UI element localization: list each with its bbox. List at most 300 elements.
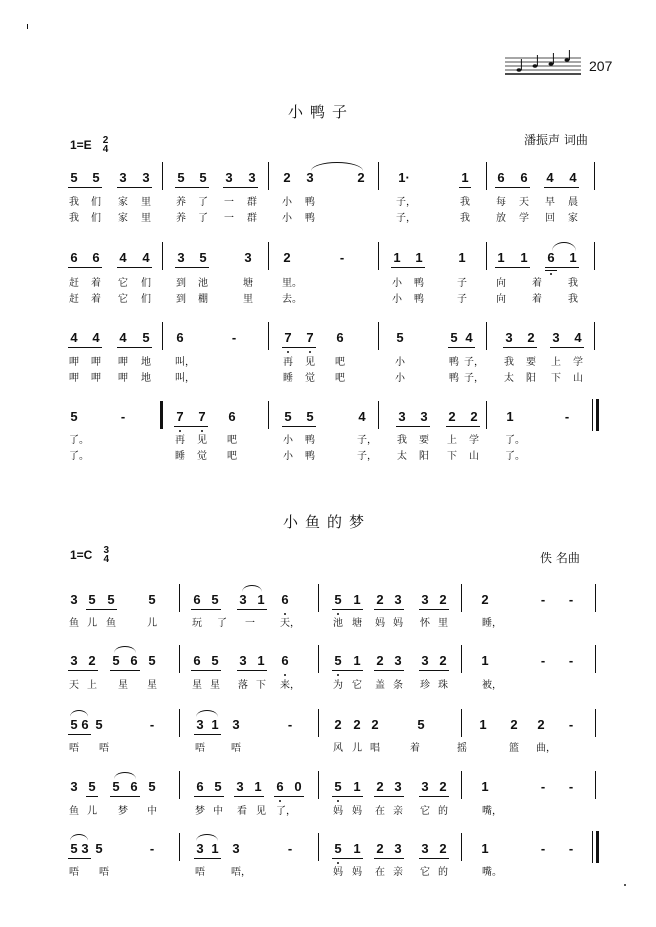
note: - [568, 841, 574, 856]
beam [174, 426, 208, 427]
lyric: 里 [141, 213, 151, 224]
beam [194, 858, 221, 859]
lyric: 着 [532, 294, 542, 305]
barline [461, 645, 462, 673]
lyric: 晨 [568, 197, 578, 208]
note: 7 [198, 409, 206, 424]
note: 0 [294, 779, 302, 794]
note: 5 [92, 170, 100, 185]
note: 1 [458, 250, 466, 265]
lyric: 呷 [91, 357, 101, 368]
note: - [287, 841, 293, 856]
note: 5 [70, 717, 78, 732]
note: - [231, 330, 237, 345]
lyric: 下 [256, 680, 266, 691]
barline [179, 584, 180, 612]
barline [318, 709, 319, 737]
beam [503, 347, 537, 348]
lyric: 妈 [333, 806, 343, 817]
barline [594, 322, 595, 350]
barline [594, 162, 595, 190]
beam [191, 609, 221, 610]
lyric: 星 [210, 680, 220, 691]
note: 1 [520, 250, 528, 265]
note: 5 [70, 409, 78, 424]
beam [374, 858, 404, 859]
lyric: 落 [238, 680, 248, 691]
lyric: 了。 [69, 435, 89, 446]
note: 3 [394, 779, 402, 794]
lyric: 珠 [438, 680, 448, 691]
note: 3 [394, 653, 402, 668]
note: 3 [70, 779, 78, 794]
beam [332, 796, 363, 797]
lyric: 天 [519, 197, 529, 208]
barline [318, 833, 319, 861]
lyric: 见 [256, 806, 266, 817]
lyric: 子 [457, 278, 467, 289]
beam [274, 796, 304, 797]
time-signature [103, 546, 109, 564]
lyric: 被， [482, 680, 502, 691]
lyric: 儿 [87, 806, 97, 817]
lyric: 儿 [87, 618, 97, 629]
beam [117, 187, 152, 188]
meter-top: 3 [103, 544, 110, 556]
lyric: 向 [496, 278, 506, 289]
lyric: 唔 [99, 867, 109, 878]
note: 5 [95, 717, 103, 732]
note: - [568, 717, 574, 732]
beam [237, 609, 267, 610]
barline [179, 709, 180, 737]
beam [545, 270, 557, 271]
barline [378, 322, 379, 350]
lyric: 睡， [482, 618, 502, 629]
note: 3 [394, 841, 402, 856]
key-label: 1=E [70, 138, 92, 152]
note: - [287, 717, 293, 732]
beam [110, 796, 140, 797]
note: - [564, 409, 570, 424]
lyric: 小 [392, 278, 402, 289]
note: 2 [439, 841, 447, 856]
lyric: 早 [545, 197, 555, 208]
note: 1 [481, 841, 489, 856]
lyric: 见 [197, 435, 207, 446]
note: 1 [569, 250, 577, 265]
note: 4 [119, 250, 127, 265]
note: 6 [193, 592, 201, 607]
note: 2 [283, 170, 291, 185]
lyric: 叫， [175, 357, 195, 368]
composer-credit: 佚 名曲 [540, 551, 580, 565]
note: 5 [334, 841, 342, 856]
beam [68, 670, 98, 671]
lyric: 阳 [419, 451, 429, 462]
lyric: 上 [447, 435, 457, 446]
note: 3 [70, 653, 78, 668]
lyric: 妈 [352, 867, 362, 878]
lyric: 赶 [69, 278, 79, 289]
lyric: 下 [551, 373, 561, 384]
note: 6 [520, 170, 528, 185]
lyric: 怀 [420, 618, 430, 629]
note: 5 [284, 409, 292, 424]
lyric: 我 [504, 357, 514, 368]
lyric: 去。 [282, 294, 302, 305]
barline [162, 162, 163, 190]
note: 2 [283, 250, 291, 265]
lyric: 小 [282, 197, 292, 208]
barline [461, 584, 462, 612]
note: 3 [421, 653, 429, 668]
barline [179, 645, 180, 673]
meter-bottom: 4 [103, 553, 110, 565]
lyric: 下 [447, 451, 457, 462]
note: 3 [196, 717, 204, 732]
barline [592, 831, 593, 863]
beam [191, 670, 221, 671]
note: 1 [481, 653, 489, 668]
lyric: 我 [69, 213, 79, 224]
lyric: 呷 [69, 357, 79, 368]
note: - [568, 592, 574, 607]
note: 3 [232, 717, 240, 732]
beam [332, 609, 363, 610]
note: 6 [276, 779, 284, 794]
lyric: 呷 [118, 373, 128, 384]
top-left-rule [27, 24, 28, 29]
lyric: 鸭 [305, 435, 315, 446]
beam [117, 267, 152, 268]
lyric: 中 [213, 806, 223, 817]
lyric: 棚 [198, 294, 208, 305]
lyric: 山 [469, 451, 479, 462]
beam [332, 670, 363, 671]
lyric: 妈 [352, 806, 362, 817]
beam [374, 670, 404, 671]
note: - [540, 653, 546, 668]
beam [495, 267, 530, 268]
beam [68, 858, 91, 859]
beam [419, 858, 449, 859]
beam [68, 734, 91, 735]
key-label: 1=C [70, 548, 93, 562]
lyric: 妈 [375, 618, 385, 629]
barline [378, 162, 379, 190]
note: 4 [119, 330, 127, 345]
beam [495, 187, 530, 188]
lyric: 塘 [352, 618, 362, 629]
lyric: 里 [243, 294, 253, 305]
lyric: 鸭 [449, 357, 459, 368]
lyric: 们 [141, 294, 151, 305]
note: 3 [552, 330, 560, 345]
lyric: 我 [397, 435, 407, 446]
lyric: 小 [283, 451, 293, 462]
barline [162, 242, 163, 270]
note: 4 [358, 409, 366, 424]
note: 2 [353, 717, 361, 732]
note: - [149, 717, 155, 732]
beam [175, 267, 209, 268]
note: 7 [176, 409, 184, 424]
lyric: 条 [393, 680, 403, 691]
lyric: 子 [457, 294, 467, 305]
note: 5 [112, 779, 120, 794]
barline [486, 401, 487, 429]
lyric: 呷 [69, 373, 79, 384]
note: 2 [439, 592, 447, 607]
lyric: 梦 [118, 806, 128, 817]
lyric: 的 [438, 867, 448, 878]
note: 6 [130, 779, 138, 794]
lyric: 再 [175, 435, 185, 446]
lyric: 里 [438, 618, 448, 629]
meter-top: 2 [102, 134, 109, 146]
beam [194, 796, 224, 797]
note: 5 [417, 717, 425, 732]
lyric: 睡 [283, 373, 293, 384]
lyric: 子， [357, 435, 377, 446]
note: 6 [193, 653, 201, 668]
note: 3 [70, 592, 78, 607]
beam [459, 187, 471, 188]
note: 3 [398, 409, 406, 424]
beam [419, 670, 449, 671]
note: 3 [177, 250, 185, 265]
lyric: 它 [420, 806, 430, 817]
barline [592, 399, 593, 431]
lyric: 学 [519, 213, 529, 224]
key-signature [70, 134, 108, 154]
lyric: 唱 [370, 743, 380, 754]
lyric: 了 [217, 618, 227, 629]
lyric: 星 [192, 680, 202, 691]
note: 5 [142, 330, 150, 345]
lyric: 地 [141, 357, 151, 368]
note: 5 [306, 409, 314, 424]
beam [282, 426, 316, 427]
barline [268, 162, 269, 190]
lyric: 要 [526, 357, 536, 368]
lyric: 唔 [195, 743, 205, 754]
note: 5 [88, 779, 96, 794]
barline [461, 771, 462, 799]
note: 2 [376, 592, 384, 607]
note: 5 [334, 653, 342, 668]
note: 2 [510, 717, 518, 732]
note: 1 [353, 653, 361, 668]
song-title: 小鱼的梦 [283, 513, 372, 531]
lyric: 唔， [231, 867, 251, 878]
lyric: 儿 [352, 743, 362, 754]
lyric: 小 [392, 294, 402, 305]
lyric: 星 [147, 680, 157, 691]
barline [594, 242, 595, 270]
note: 6 [70, 250, 78, 265]
lyric: 池 [198, 278, 208, 289]
slur [70, 710, 88, 717]
lyric: 觉 [197, 451, 207, 462]
lyric: 我 [568, 294, 578, 305]
lyric: 回 [545, 213, 555, 224]
lyric: 向 [496, 294, 506, 305]
note: 3 [196, 841, 204, 856]
lyric: 中 [147, 806, 157, 817]
lyric: 鸭 [414, 294, 424, 305]
note: 1 [479, 717, 487, 732]
note: 5 [88, 592, 96, 607]
barline [162, 322, 163, 350]
lyric: 群 [247, 197, 257, 208]
note: - [149, 841, 155, 856]
lyric: 亲 [393, 806, 403, 817]
note: 3 [421, 592, 429, 607]
lyric: 了。 [505, 435, 525, 446]
barline [486, 322, 487, 350]
beam [110, 670, 140, 671]
lyric: 它 [352, 680, 362, 691]
lyric: 它 [118, 294, 128, 305]
note: 2 [470, 409, 478, 424]
lyric: 鸭 [305, 213, 315, 224]
lyric: 唔 [195, 867, 205, 878]
lyric: 风 [333, 743, 343, 754]
lyric: 每 [496, 197, 506, 208]
note: 6 [547, 250, 555, 265]
note: 5 [112, 653, 120, 668]
note: 3 [421, 841, 429, 856]
note: - [540, 841, 546, 856]
barline [378, 401, 379, 429]
lyric: 家 [118, 197, 128, 208]
note: 1 [211, 717, 219, 732]
barline [595, 584, 596, 612]
lyric: 小 [395, 373, 405, 384]
lyric: 着 [91, 278, 101, 289]
lyric: 亲 [393, 867, 403, 878]
lyric: 里 [141, 197, 151, 208]
lyric: 一 [224, 213, 234, 224]
lyric: 玩 [192, 618, 202, 629]
lyric: 珍 [420, 680, 430, 691]
note: 3 [420, 409, 428, 424]
lyric: 在 [375, 867, 385, 878]
note: 3 [236, 779, 244, 794]
note: 2 [376, 841, 384, 856]
note: 6 [81, 717, 89, 732]
lyric: 小 [282, 213, 292, 224]
note: 6 [281, 592, 289, 607]
lyric: 吧 [335, 373, 345, 384]
note: 1 [353, 592, 361, 607]
lyric: 学 [469, 435, 479, 446]
barline [318, 584, 319, 612]
note: 4 [142, 250, 150, 265]
lyric: 着 [532, 278, 542, 289]
beam [544, 187, 579, 188]
note: 2 [376, 779, 384, 794]
lyric: 觉 [305, 373, 315, 384]
lyric: 们 [91, 197, 101, 208]
note: 5 [334, 779, 342, 794]
lyric: 唔 [69, 743, 79, 754]
lyric: 鸭 [305, 197, 315, 208]
barline [486, 162, 487, 190]
lyric: 它 [420, 867, 430, 878]
lyric: 上 [551, 357, 561, 368]
lyric: 儿 [147, 618, 157, 629]
barline [268, 401, 269, 429]
lyric: 来， [280, 680, 300, 691]
lyric: 篮 [509, 743, 519, 754]
lyric: 嘴， [482, 806, 502, 817]
slur [242, 585, 262, 592]
note: 2 [334, 717, 342, 732]
lyric: 唔 [231, 743, 241, 754]
beam [237, 670, 267, 671]
lyric: 唔 [99, 743, 109, 754]
note: 3 [421, 779, 429, 794]
lyric: 摇 [457, 743, 467, 754]
slur [114, 772, 136, 779]
lyric: 里。 [282, 278, 302, 289]
lyric: 赶 [69, 294, 79, 305]
note: 5 [211, 592, 219, 607]
barline [486, 242, 487, 270]
note: 4 [465, 330, 473, 345]
note: 6 [497, 170, 505, 185]
beam [374, 796, 404, 797]
beam [86, 796, 98, 797]
note: 6 [196, 779, 204, 794]
note: 2 [448, 409, 456, 424]
beam [175, 187, 209, 188]
note: 3 [119, 170, 127, 185]
beam [68, 347, 102, 348]
note: - [568, 653, 574, 668]
lyric: 再 [283, 357, 293, 368]
beam [419, 796, 449, 797]
song-title: 小鸭子 [288, 103, 355, 121]
lyric: 唔 [69, 867, 79, 878]
lyric: 梦 [195, 806, 205, 817]
repeat-barline [160, 401, 163, 429]
note: 5 [450, 330, 458, 345]
note: 5 [199, 170, 207, 185]
beam [223, 187, 258, 188]
note: 2 [439, 653, 447, 668]
beam [374, 609, 404, 610]
barline [595, 645, 596, 673]
page-number: 207 [589, 58, 613, 74]
note: 3 [225, 170, 233, 185]
beam [68, 187, 102, 188]
note: 4 [546, 170, 554, 185]
note: 6 [281, 653, 289, 668]
final-barline [596, 399, 599, 431]
beam [282, 347, 316, 348]
note: 2 [527, 330, 535, 345]
note: 5 [148, 653, 156, 668]
note: 7 [306, 330, 314, 345]
lyric: 养 [176, 213, 186, 224]
lyric: 鸭 [449, 373, 459, 384]
lyric: 鸭 [414, 278, 424, 289]
note: 5 [148, 779, 156, 794]
